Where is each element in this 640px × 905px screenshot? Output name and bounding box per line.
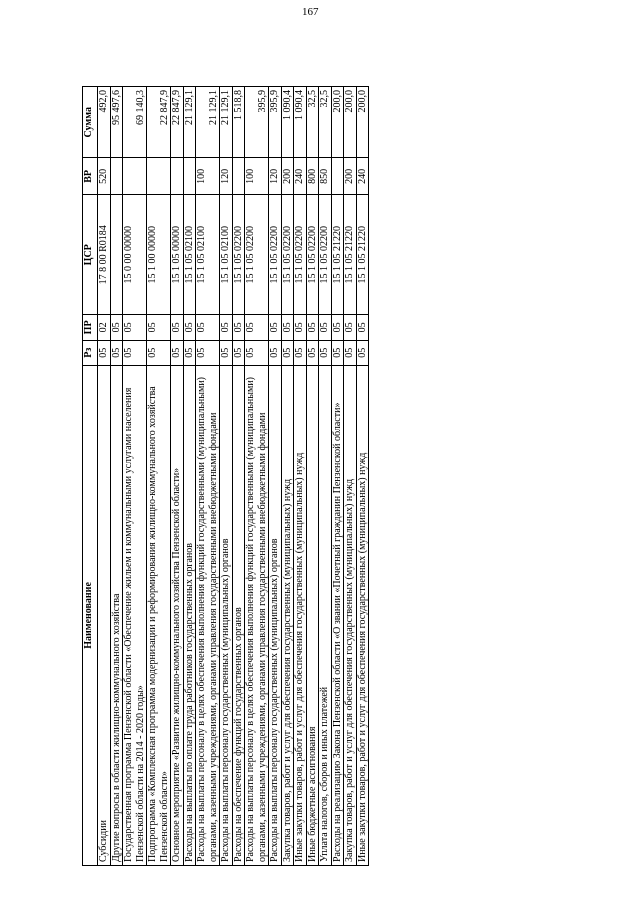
cell-rz: 05 xyxy=(356,340,369,365)
table-row xyxy=(98,87,111,866)
cell-rz: 05 xyxy=(232,340,245,365)
cell-csr: 15 1 00 00000 xyxy=(147,195,171,315)
cell-vr: 200 xyxy=(281,158,294,195)
cell-rz: 05 xyxy=(281,340,294,365)
cell-csr xyxy=(110,195,123,315)
cell-rz: 05 xyxy=(344,340,357,365)
cell-pr: 05 xyxy=(147,315,171,340)
cell-vr xyxy=(232,158,245,195)
cell-csr: 15 1 05 02100 xyxy=(220,195,233,315)
cell-rz: 05 xyxy=(123,340,147,365)
cell-rz: 05 xyxy=(245,340,269,365)
cell-pr: 05 xyxy=(294,315,307,340)
cell-rz: 05 xyxy=(183,340,196,365)
cell-pr: 05 xyxy=(331,315,344,340)
cell-csr: 15 1 05 02200 xyxy=(269,195,282,315)
cell-vr: 800 xyxy=(306,158,319,195)
cell-pr: 05 xyxy=(123,315,147,340)
cell-name: Субсидии xyxy=(98,365,111,865)
cell-rz: 05 xyxy=(98,340,111,365)
cell-vr: 850 xyxy=(319,158,332,195)
cell-pr: 05 xyxy=(245,315,269,340)
cell-rz: 05 xyxy=(319,340,332,365)
table-row xyxy=(344,87,357,866)
cell-vr xyxy=(171,158,184,195)
cell-name: Закупка товаров, работ и услуг для обеспечения государственных (муниципальных) нужд xyxy=(344,365,357,865)
cell-vr xyxy=(110,158,123,195)
cell-rz: 05 xyxy=(147,340,171,365)
cell-vr xyxy=(331,158,344,195)
cell-vr: 240 xyxy=(356,158,369,195)
cell-name: Расходы на выплаты персоналу в целях обеспечения выполнения функций государственными (муниципальными) органами, казенными учреждениями, органами управления государственными внебюджетными фондами xyxy=(196,365,220,865)
cell-rz: 05 xyxy=(269,340,282,365)
cell-vr: 100 xyxy=(245,158,269,195)
cell-name: Уплата налогов, сборов и иных платежей xyxy=(319,365,332,865)
table-row xyxy=(110,87,123,866)
cell-sum: 22 847,9 xyxy=(171,87,184,158)
cell-csr: 15 1 05 21220 xyxy=(331,195,344,315)
cell-csr: 15 1 05 02200 xyxy=(281,195,294,315)
cell-pr: 02 xyxy=(98,315,111,340)
page-number: 167 xyxy=(302,6,319,18)
cell-csr: 15 1 05 21220 xyxy=(344,195,357,315)
cell-pr: 05 xyxy=(344,315,357,340)
cell-sum: 21 129,1 xyxy=(183,87,196,158)
table-row xyxy=(147,87,171,866)
cell-name: Расходы на обеспечение функций государственных органов xyxy=(232,365,245,865)
header-vr: ВР xyxy=(83,158,98,195)
cell-pr: 05 xyxy=(306,315,319,340)
rotated-table-frame xyxy=(82,86,528,866)
table-container xyxy=(82,86,528,866)
cell-sum: 1 518,8 xyxy=(232,87,245,158)
cell-csr: 15 1 05 02200 xyxy=(232,195,245,315)
cell-pr: 05 xyxy=(183,315,196,340)
table-row xyxy=(220,87,233,866)
cell-sum: 200,0 xyxy=(356,87,369,158)
cell-csr: 17 8 00 R0184 xyxy=(98,195,111,315)
cell-csr: 15 0 00 00000 xyxy=(123,195,147,315)
table-row xyxy=(196,87,220,866)
cell-sum: 1 090,4 xyxy=(281,87,294,158)
cell-sum: 22 847,9 xyxy=(147,87,171,158)
cell-csr: 15 1 05 02200 xyxy=(319,195,332,315)
cell-name: Расходы на выплаты персоналу государственных (муниципальных) органов xyxy=(269,365,282,865)
table-row xyxy=(171,87,184,866)
cell-pr: 05 xyxy=(281,315,294,340)
cell-name: Иные бюджетные ассигнования xyxy=(306,365,319,865)
cell-name: Иные закупки товаров, работ и услуг для обеспечения государственных (муниципальных) нужд xyxy=(356,365,369,865)
cell-sum: 21 129,1 xyxy=(220,87,233,158)
budget-table xyxy=(82,86,369,866)
cell-sum: 395,9 xyxy=(245,87,269,158)
cell-name: Основное мероприятие «Развитие жилищно-коммунального хозяйства Пензенской области» xyxy=(171,365,184,865)
cell-vr: 240 xyxy=(294,158,307,195)
table-row xyxy=(269,87,282,866)
cell-sum: 200,0 xyxy=(344,87,357,158)
header-sum: Сумма xyxy=(83,87,98,158)
cell-vr xyxy=(183,158,196,195)
cell-pr: 05 xyxy=(196,315,220,340)
cell-rz: 05 xyxy=(331,340,344,365)
cell-sum: 95 497,6 xyxy=(110,87,123,158)
cell-sum: 32,5 xyxy=(306,87,319,158)
table-row xyxy=(306,87,319,866)
table-row xyxy=(245,87,269,866)
cell-csr: 15 1 05 02200 xyxy=(294,195,307,315)
cell-name: Другие вопросы в области жилищно-коммунального хозяйства xyxy=(110,365,123,865)
cell-name: Подпрограмма «Комплексная программа модернизации и реформирования жилищно-коммунального хозяйства Пензенской области» xyxy=(147,365,171,865)
cell-vr: 100 xyxy=(196,158,220,195)
cell-vr: 200 xyxy=(344,158,357,195)
cell-csr: 15 1 05 00000 xyxy=(171,195,184,315)
cell-sum: 1 090,4 xyxy=(294,87,307,158)
table-header-row xyxy=(83,87,98,866)
cell-csr: 15 1 05 02100 xyxy=(183,195,196,315)
cell-name: Расходы на выплаты по оплате труда работников государственных органов xyxy=(183,365,196,865)
cell-rz: 05 xyxy=(294,340,307,365)
cell-rz: 05 xyxy=(196,340,220,365)
cell-name: Расходы на выплаты персоналу государственных (муниципальных) органов xyxy=(220,365,233,865)
cell-sum: 21 129,1 xyxy=(196,87,220,158)
cell-sum: 200,0 xyxy=(331,87,344,158)
cell-sum: 32,5 xyxy=(319,87,332,158)
cell-pr: 05 xyxy=(356,315,369,340)
cell-csr: 15 1 05 02200 xyxy=(306,195,319,315)
cell-name: Иные закупки товаров, работ и услуг для обеспечения государственных (муниципальных) нужд xyxy=(294,365,307,865)
cell-name: Закупка товаров, работ и услуг для обеспечения государственных (муниципальных) нужд xyxy=(281,365,294,865)
cell-vr: 520 xyxy=(98,158,111,195)
table-row xyxy=(183,87,196,866)
cell-rz: 05 xyxy=(171,340,184,365)
cell-sum: 492,0 xyxy=(98,87,111,158)
cell-vr xyxy=(147,158,171,195)
cell-rz: 05 xyxy=(306,340,319,365)
cell-name: Расходы на выплаты персоналу в целях обеспечения выполнения функций государственными (муниципальными) органами, казенными учреждениями, органами управления государственными внебюджетными фондами xyxy=(245,365,269,865)
cell-name: Расходы на реализацию Закона Пензенской области «О звании «Почетный гражданин Пензенской области» xyxy=(331,365,344,865)
cell-pr: 05 xyxy=(232,315,245,340)
header-rz: Рз xyxy=(83,340,98,365)
cell-vr: 120 xyxy=(269,158,282,195)
cell-pr: 05 xyxy=(110,315,123,340)
cell-pr: 05 xyxy=(269,315,282,340)
cell-rz: 05 xyxy=(220,340,233,365)
cell-csr: 15 1 05 02200 xyxy=(245,195,269,315)
table-row xyxy=(232,87,245,866)
cell-name: Государственная программа Пензенской области «Обеспечение жильем и коммунальными услугами населения Пензенской области на 2014 - 2020 годы» xyxy=(123,365,147,865)
header-csr: ЦСР xyxy=(83,195,98,315)
cell-vr xyxy=(123,158,147,195)
cell-pr: 05 xyxy=(319,315,332,340)
table-row xyxy=(294,87,307,866)
cell-pr: 05 xyxy=(220,315,233,340)
table-row xyxy=(356,87,369,866)
table-row xyxy=(319,87,332,866)
cell-sum: 395,9 xyxy=(269,87,282,158)
cell-csr: 15 1 05 02100 xyxy=(196,195,220,315)
table-row xyxy=(281,87,294,866)
header-name: Наименование xyxy=(83,365,98,865)
table-row xyxy=(123,87,147,866)
cell-csr: 15 1 05 21220 xyxy=(356,195,369,315)
cell-sum: 69 140,3 xyxy=(123,87,147,158)
cell-vr: 120 xyxy=(220,158,233,195)
header-pr: ПР xyxy=(83,315,98,340)
table-row xyxy=(331,87,344,866)
cell-rz: 05 xyxy=(110,340,123,365)
cell-pr: 05 xyxy=(171,315,184,340)
